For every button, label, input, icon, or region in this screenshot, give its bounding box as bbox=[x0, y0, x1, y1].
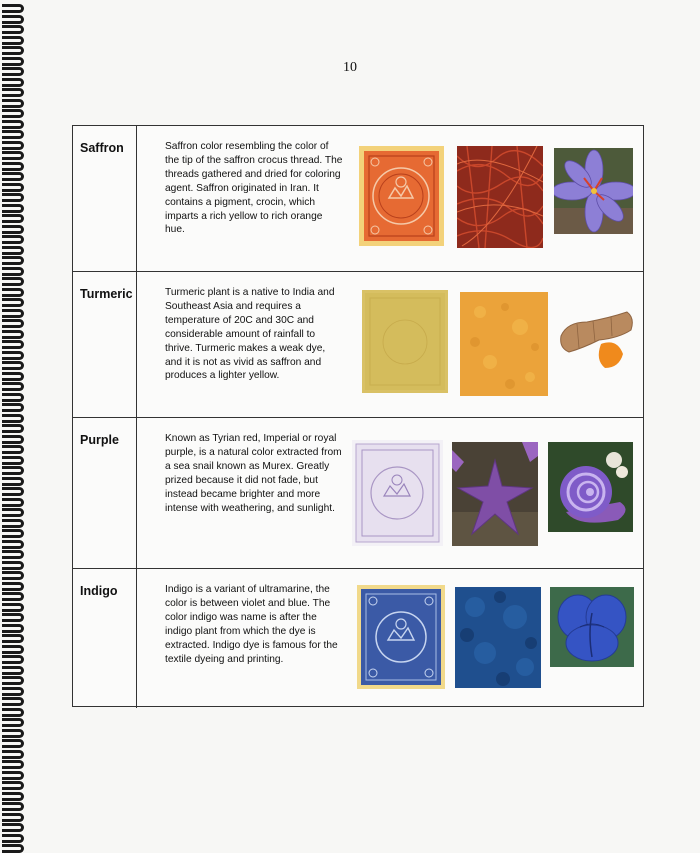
binding-coil bbox=[2, 288, 24, 297]
binding-coil bbox=[2, 193, 24, 202]
binding-coil bbox=[2, 834, 24, 843]
binding-coil bbox=[2, 634, 24, 643]
name-cell bbox=[73, 272, 137, 417]
binding-coil bbox=[2, 4, 24, 13]
binding-coil bbox=[2, 771, 24, 780]
dye-color-table bbox=[72, 125, 644, 707]
binding-coil bbox=[2, 393, 24, 402]
binding-coil bbox=[2, 487, 24, 496]
binding-coil bbox=[2, 813, 24, 822]
binding-coil bbox=[2, 151, 24, 160]
binding-coil bbox=[2, 298, 24, 307]
name-cell bbox=[73, 418, 137, 568]
saffron-crocus-flower-image bbox=[554, 148, 633, 234]
binding-coil bbox=[2, 571, 24, 580]
indigo-stamp-image bbox=[357, 585, 445, 689]
binding-coil bbox=[2, 414, 24, 423]
binding-coil bbox=[2, 750, 24, 759]
binding-coil bbox=[2, 183, 24, 192]
binding-coil bbox=[2, 36, 24, 45]
binding-coil bbox=[2, 309, 24, 318]
color-description: Turmeric plant is a native to India and Southeast Asia and requires a temperature of 20C and 30C and considerable amount of rainfall to thrive. Turmeric makes a weak dye, and it is not as vivid as saffron and produces a lighter yellow. bbox=[165, 287, 335, 382]
binding-coil bbox=[2, 99, 24, 108]
binding-coil bbox=[2, 445, 24, 454]
binding-coil bbox=[2, 477, 24, 486]
spiral-binding bbox=[0, 0, 22, 850]
binding-coil bbox=[2, 46, 24, 55]
binding-coil bbox=[2, 204, 24, 213]
binding-coil bbox=[2, 246, 24, 255]
binding-coil bbox=[2, 561, 24, 570]
binding-coil bbox=[2, 823, 24, 832]
purple-stamp-image bbox=[352, 440, 443, 546]
binding-coil bbox=[2, 130, 24, 139]
color-name: Saffron bbox=[80, 141, 124, 155]
color-name: Purple bbox=[80, 433, 119, 447]
binding-coil bbox=[2, 529, 24, 538]
name-cell bbox=[73, 569, 137, 708]
binding-coil bbox=[2, 361, 24, 370]
purple-starfish-image bbox=[452, 442, 538, 546]
binding-coil bbox=[2, 141, 24, 150]
binding-coil bbox=[2, 729, 24, 738]
binding-coil bbox=[2, 225, 24, 234]
turmeric-root-image bbox=[557, 308, 635, 372]
binding-coil bbox=[2, 403, 24, 412]
binding-coil bbox=[2, 424, 24, 433]
binding-coil bbox=[2, 508, 24, 517]
binding-coil bbox=[2, 708, 24, 717]
binding-coil bbox=[2, 372, 24, 381]
color-description: Saffron color resembling the color of the tip of the saffron crocus thread. The threads gathered and dried for coloring agent. Saffron originated in Iran. It contains a pigment, crocin, which imparts a rich yellow to rich orange hue. bbox=[165, 141, 343, 236]
binding-coil bbox=[2, 15, 24, 24]
binding-coil bbox=[2, 88, 24, 97]
binding-coil bbox=[2, 781, 24, 790]
binding-coil bbox=[2, 498, 24, 507]
color-description: Indigo is a variant of ultramarine, the color is between violet and blue. The color indigo was name is after the indigo plant from which the dye is extracted. Indigo dye is famous for the textile dyeing and printing. bbox=[165, 584, 338, 665]
binding-coil bbox=[2, 214, 24, 223]
binding-coil bbox=[2, 456, 24, 465]
purple-snail-shell-image bbox=[548, 442, 633, 532]
binding-coil bbox=[2, 624, 24, 633]
binding-coil bbox=[2, 645, 24, 654]
table-row-purple bbox=[73, 418, 643, 569]
binding-coil bbox=[2, 277, 24, 286]
binding-coil bbox=[2, 519, 24, 528]
binding-coil bbox=[2, 382, 24, 391]
binding-coil bbox=[2, 172, 24, 181]
binding-coil bbox=[2, 109, 24, 118]
binding-coil bbox=[2, 340, 24, 349]
binding-coil bbox=[2, 330, 24, 339]
color-name: Indigo bbox=[80, 584, 118, 598]
binding-coil bbox=[2, 256, 24, 265]
binding-coil bbox=[2, 603, 24, 612]
binding-coil bbox=[2, 540, 24, 549]
table-row-turmeric bbox=[73, 272, 643, 418]
binding-coil bbox=[2, 435, 24, 444]
binding-coil bbox=[2, 120, 24, 129]
indigo-flower-image bbox=[550, 587, 634, 667]
binding-coil bbox=[2, 592, 24, 601]
binding-coil bbox=[2, 844, 24, 853]
binding-coil bbox=[2, 78, 24, 87]
binding-coil bbox=[2, 162, 24, 171]
indigo-dyed-textile-image bbox=[455, 587, 541, 688]
binding-coil bbox=[2, 466, 24, 475]
turmeric-stamp-image bbox=[362, 290, 448, 393]
binding-coil bbox=[2, 676, 24, 685]
binding-coil bbox=[2, 802, 24, 811]
binding-coil bbox=[2, 267, 24, 276]
color-name: Turmeric bbox=[80, 287, 133, 301]
binding-coil bbox=[2, 25, 24, 34]
turmeric-powder-image bbox=[460, 292, 548, 396]
binding-coil bbox=[2, 351, 24, 360]
table-row-saffron bbox=[73, 126, 643, 272]
binding-coil bbox=[2, 718, 24, 727]
binding-coil bbox=[2, 666, 24, 675]
binding-coil bbox=[2, 550, 24, 559]
table-row-indigo bbox=[73, 569, 643, 708]
binding-coil bbox=[2, 697, 24, 706]
color-description: Known as Tyrian red, Imperial or royal purple, is a natural color extracted from a sea snail known as Murex. Greatly prized because it did not fade, but instead became brighter and more intense with weathering, and sunlight. bbox=[165, 433, 342, 514]
binding-coil bbox=[2, 582, 24, 591]
binding-coil bbox=[2, 687, 24, 696]
binding-coil bbox=[2, 613, 24, 622]
saffron-threads-image bbox=[457, 146, 543, 248]
binding-coil bbox=[2, 319, 24, 328]
binding-coil bbox=[2, 655, 24, 664]
binding-coil bbox=[2, 760, 24, 769]
binding-coil bbox=[2, 792, 24, 801]
binding-coil bbox=[2, 739, 24, 748]
saffron-stamp-image bbox=[359, 146, 444, 246]
page-number: 10 bbox=[343, 60, 357, 75]
binding-coil bbox=[2, 235, 24, 244]
name-cell bbox=[73, 126, 137, 271]
